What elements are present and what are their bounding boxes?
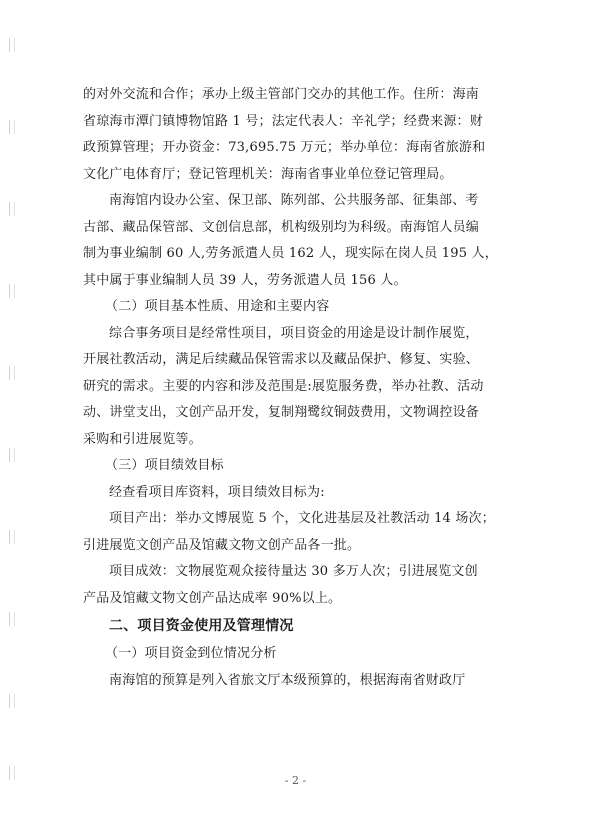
binding-hole-mark	[9, 284, 15, 298]
binding-hole-mark	[9, 366, 15, 380]
paragraph-line: 引进展览文创产品及馆藏文物文创产品各一批。	[83, 537, 361, 553]
binding-hole-mark	[9, 530, 15, 544]
paragraph-line: 文化广电体育厅；登记管理机关：海南省事业单位登记管理局。	[83, 166, 453, 182]
paragraph-line: 项目成效：文物展览观众接待量达 30 多万人次；引进展览文创	[109, 564, 478, 579]
paragraph-line: 其中属于事业编制人员 39 人，劳务派遣人员 156 人。	[83, 272, 407, 288]
paragraph-line: 南海馆的预算是列入省旅文厅本级预算的，根据海南省财政厅	[109, 672, 466, 688]
binding-hole-mark	[9, 448, 15, 462]
section-subheading: （一）项目资金到位情况分析	[105, 646, 277, 661]
paragraph-line: 综合事务项目是经常性项目，项目资金的用途是设计制作展览，	[109, 325, 479, 341]
paragraph-line: 古部、藏品保管部、文创信息部，机构级别均为科级。南海馆人员编	[83, 219, 480, 235]
binding-hole-mark	[9, 202, 15, 216]
section-subheading: （三）项目绩效目标	[105, 458, 224, 473]
paragraph-line: 政预算管理；开办资金：73,695.75 万元；举办单位：海南省旅游和	[83, 140, 486, 155]
paragraph-line: 项目产出：举办文博展览 5 个，文化进基层及社教活动 14 场次；	[109, 511, 495, 526]
paragraph-line: 研究的需求。主要的内容和涉及范围是:展览服务费，举办社教、活动	[83, 378, 484, 394]
binding-hole-mark	[9, 612, 15, 626]
paragraph-line: 开展社教活动，满足后续藏品保管需求以及藏品保护、修复、实验、	[83, 352, 480, 367]
page-number: - 2 -	[284, 774, 307, 787]
section-subheading: （二）项目基本性质、用途和主要内容	[105, 299, 330, 314]
binding-hole-mark	[9, 694, 15, 708]
binding-hole-mark	[9, 38, 15, 52]
paragraph-line: 制为事业编制 60 人,劳务派遣人员 162 人，现实际在岗人员 195 人，	[83, 246, 498, 261]
binding-hole-mark	[9, 120, 15, 134]
paragraph-line: 南海馆内设办公室、保卫部、陈列部、公共服务部、征集部、考	[109, 193, 479, 208]
paragraph-line: 采购和引进展览等。	[83, 431, 202, 447]
section-heading: 二、项目资金使用及管理情况	[109, 618, 294, 634]
paragraph-line: 动、讲堂支出，文创产品开发，复制翔鹭纹铜鼓费用，文物调控设备	[83, 405, 480, 420]
paragraph-line: 经查看项目库资料，项目绩效目标为:	[109, 484, 325, 500]
body-text	[83, 82, 515, 694]
paragraph-line: 产品及馆藏文物文创产品达成率 90%以上。	[83, 590, 342, 606]
paragraph-line: 省琼海市潭门镇博物馆路 1 号；法定代表人：辛礼学；经费来源：财	[83, 113, 483, 129]
paragraph-line: 的对外交流和合作；承办上级主管部门交办的其他工作。住所：海南	[83, 87, 480, 102]
